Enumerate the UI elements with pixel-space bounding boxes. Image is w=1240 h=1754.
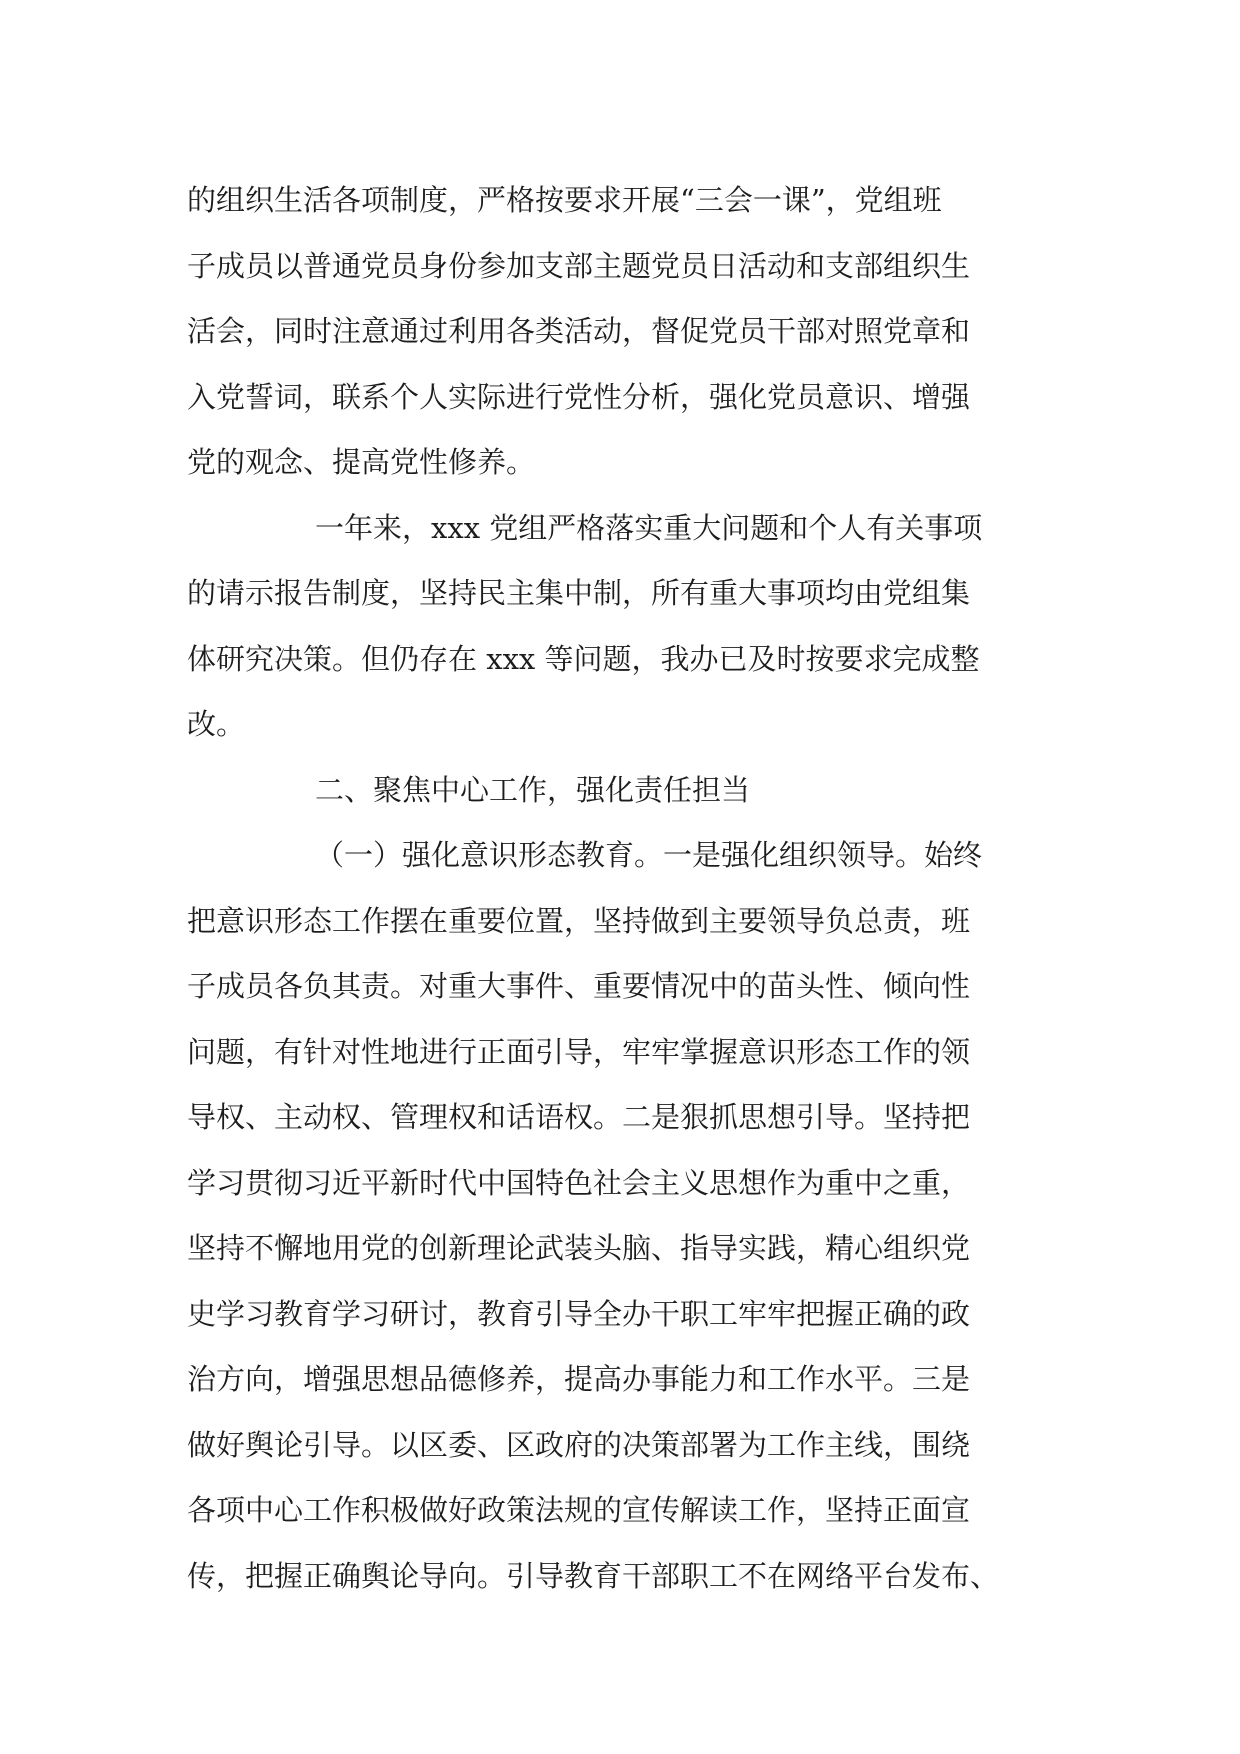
text-line: 党的观念、提高党性修养。 bbox=[187, 445, 536, 479]
text-line: 史学习教育学习研讨，教育引导全办干职工牢牢把握正确的政 bbox=[187, 1296, 971, 1331]
body-text bbox=[187, 168, 1067, 1609]
text-line: 问题，有针对性地进行正面引导，牢牢掌握意识形态工作的领 bbox=[187, 1034, 971, 1069]
text-line: 学习贯彻习近平新时代中国特色社会主义思想作为重中之重， bbox=[187, 1165, 971, 1200]
text-line: 传，把握正确舆论导向。引导教育干部职工不在网络平台发布、 bbox=[187, 1558, 1000, 1593]
section-heading: 二、聚焦中心工作，强化责任担当 bbox=[315, 772, 751, 807]
text-line: 入党誓词，联系个人实际进行党性分析，强化党员意识、增强 bbox=[187, 379, 971, 414]
paragraph-first-line: 一年来，xxx 党组严格落实重大问题和个人有关事项 bbox=[315, 510, 983, 545]
text-line: 坚持不懈地用党的创新理论武装头脑、指导实践，精心组织党 bbox=[187, 1231, 971, 1265]
text-line: 把意识形态工作摆在重要位置，坚持做到主要领导负总责，班 bbox=[187, 903, 971, 938]
text-line: 子成员以普通党员身份参加支部主题党员日活动和支部组织生 bbox=[187, 248, 971, 283]
text-line: 做好舆论引导。以区委、区政府的决策部署为工作主线，围绕 bbox=[187, 1427, 971, 1462]
text-line: 各项中心工作积极做好政策法规的宣传解读工作，坚持正面宣 bbox=[187, 1493, 971, 1527]
text-line: 的请示报告制度，坚持民主集中制，所有重大事项均由党组集 bbox=[187, 576, 971, 610]
text-line: 活会，同时注意通过利用各类活动，督促党员干部对照党章和 bbox=[187, 314, 971, 348]
subsection-first-line: （一）强化意识形态教育。一是强化组织领导。始终 bbox=[315, 838, 983, 872]
text-line: 子成员各负其责。对重大事件、重要情况中的苗头性、倾向性 bbox=[187, 969, 971, 1003]
text-line: 体研究决策。但仍存在 xxx 等问题，我办已及时按要求完成整 bbox=[187, 641, 980, 676]
text-line: 导权、主动权、管理权和话语权。二是狠抓思想引导。坚持把 bbox=[187, 1100, 971, 1134]
text-line: 治方向，增强思想品德修养，提高办事能力和工作水平。三是 bbox=[187, 1362, 971, 1396]
text-line: 的组织生活各项制度，严格按要求开展“三会一课”，党组班 bbox=[187, 183, 942, 217]
text-line: 改。 bbox=[187, 707, 246, 741]
